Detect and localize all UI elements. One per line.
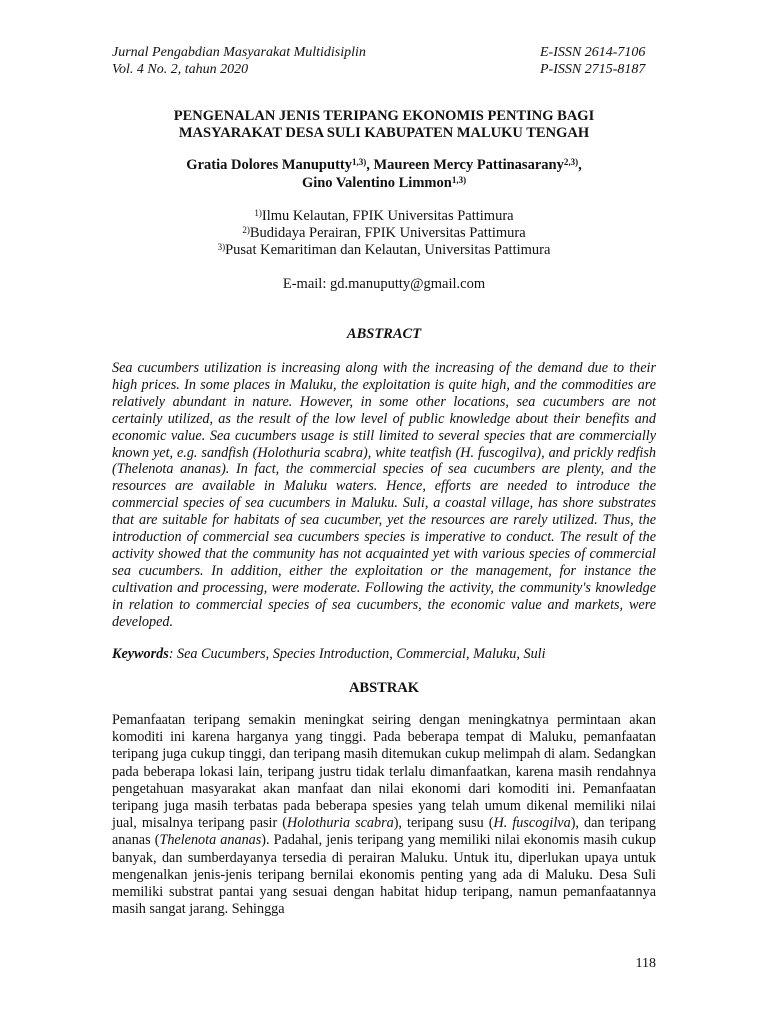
author-affil-mark: 2,3) — [563, 157, 579, 167]
affiliation-text: Ilmu Kelautan, FPIK Universitas Pattimura — [261, 208, 514, 224]
author-affil-mark: 1,3) — [451, 175, 467, 185]
affiliation-text: Pusat Kemaritiman dan Kelautan, Universitas Pattimura — [225, 242, 551, 258]
keywords — [112, 646, 656, 663]
affiliation-mark: 3) — [217, 242, 226, 252]
title-line-2: MASYARAKAT DESA SULI KABUPATEN MALUKU TENGAH — [178, 125, 590, 141]
affiliation-text: Budidaya Perairan, FPIK Universitas Pattimura — [249, 225, 526, 241]
abstrak-heading: ABSTRAK — [348, 680, 420, 696]
running-header-left — [112, 44, 366, 78]
keywords-label: Keywords — [112, 646, 169, 662]
affiliations — [112, 208, 656, 259]
affiliation-item — [112, 225, 656, 242]
author-name: Maureen Mercy Pattinasarany — [373, 157, 564, 173]
author-affil-mark: 1,3) — [351, 157, 367, 167]
abstract-heading: ABSTRACT — [346, 326, 422, 342]
contact-email: E-mail: gd.manuputty@gmail.com — [282, 276, 486, 292]
author-separator: , — [366, 157, 374, 173]
journal-name: Jurnal Pengabdian Masyarakat Multidisiplin — [112, 45, 366, 60]
keywords-text: : Sea Cucumbers, Species Introduction, Commercial, Maluku, Suli — [168, 646, 546, 662]
abstrak-text: ), dan teripang ananas ( — [112, 815, 656, 849]
abstrak-text: Pemanfaatan teripang semakin meningkat seiring dengan meningkatnya permintaan akan komoditi ini karena harganya yang tinggi. Pada beberapa tempat di Maluku, pemanfaatan teripang juga cukup tinggi, dan teripang masih ditemukan cukup melimpah di alam. Sedangkan pada beberapa lokasi lain, teripang justru tidak terlalu dimanfaatkan, karena masih rendahnya pengetahuan masyarakat akan manfaat dan nilai ekonomi dari komoditi ini. Pemanfaatan teripang juga masih terbatas pada beberapa spesies yang telah umum dikenal memiliki nilai jual, misalnya teripang pasir ( — [112, 712, 656, 832]
species-name: H. fuscogilva — [493, 815, 571, 832]
paper-title — [112, 108, 656, 142]
species-name: Thelenota ananas — [159, 832, 262, 849]
affiliation-mark: 2) — [242, 225, 250, 235]
author-name: Gratia Dolores Manuputty — [186, 157, 352, 173]
abstrak-text: ), teripang susu ( — [393, 815, 494, 832]
page-number: 118 — [635, 956, 656, 971]
abstrak-body — [112, 712, 656, 918]
eissn: E-ISSN 2614-7106 — [540, 45, 646, 60]
species-name: Holothuria scabra — [286, 815, 394, 832]
affiliation-item — [112, 242, 656, 259]
title-line-1: PENGENALAN JENIS TERIPANG EKONOMIS PENTING BAGI — [173, 108, 595, 124]
author-name: Gino Valentino Limmon — [301, 175, 452, 191]
affiliation-mark: 1) — [254, 208, 262, 218]
pissn: P-ISSN 2715-8187 — [540, 62, 646, 77]
authors-line-1 — [112, 156, 656, 174]
author-separator: , — [578, 157, 582, 173]
author-list — [112, 156, 656, 192]
authors-line-2 — [112, 174, 656, 192]
abstrak-text: ). Padahal, jenis teripang yang memiliki nilai ekonomis masih cukup banyak, dan sumberdayanya tersedia di perairan Maluku. Untuk itu, diperlukan upaya untuk mengenalkan jenis-jenis teripang bernilai ekonomis penting yang ada di Maluku. Desa Suli memiliki substrat pantai yang sesuai dengan habitat hidup teripang, namun pemanfaatannya masih sangat jarang. Sehingga — [112, 832, 657, 918]
affiliation-item — [112, 208, 656, 225]
running-header-right — [540, 44, 645, 78]
journal-volume: Vol. 4 No. 2, tahun 2020 — [112, 62, 249, 77]
abstract-body: Sea cucumbers utilization is increasing along with the increasing of the demand due to their high prices. In some places in Maluku, the exploitation is quite high, and the commodities are relatively abundant in nature. However, in some other locations, sea cucumbers are not certainly utilized, as the result of the low level of public knowledge about their benefits and economic value. Sea cucumbers usage is still limited to several species that are commercially known yet, e.g. sandfish (Holothuria scabra), white teatfish (H. fuscogilva), and prickly redfish (Thelenota ananas). In fact, the commercial species of sea cucumbers are plenty, and the resources are available in Maluku waters. Hence, efforts are needed to introduce the commercial species of sea cucumbers in Maluku. Suli, a coastal village, has shore substrates that are suitable for habitats of sea cucumber, yet the resources are rarely utilized. Thus, the introduction of commercial sea cucumbers species is imperative to conduct. The result of the activity showed that the community has not acquainted yet with various species of commercial sea cucumbers. In addition, either the exploitation or the management, for instance the cultivation and processing, were moderate. Following the activity, the community's knowledge in relation to commercial species of sea cucumbers, the economic value and markets, were developed. — [112, 360, 656, 630]
